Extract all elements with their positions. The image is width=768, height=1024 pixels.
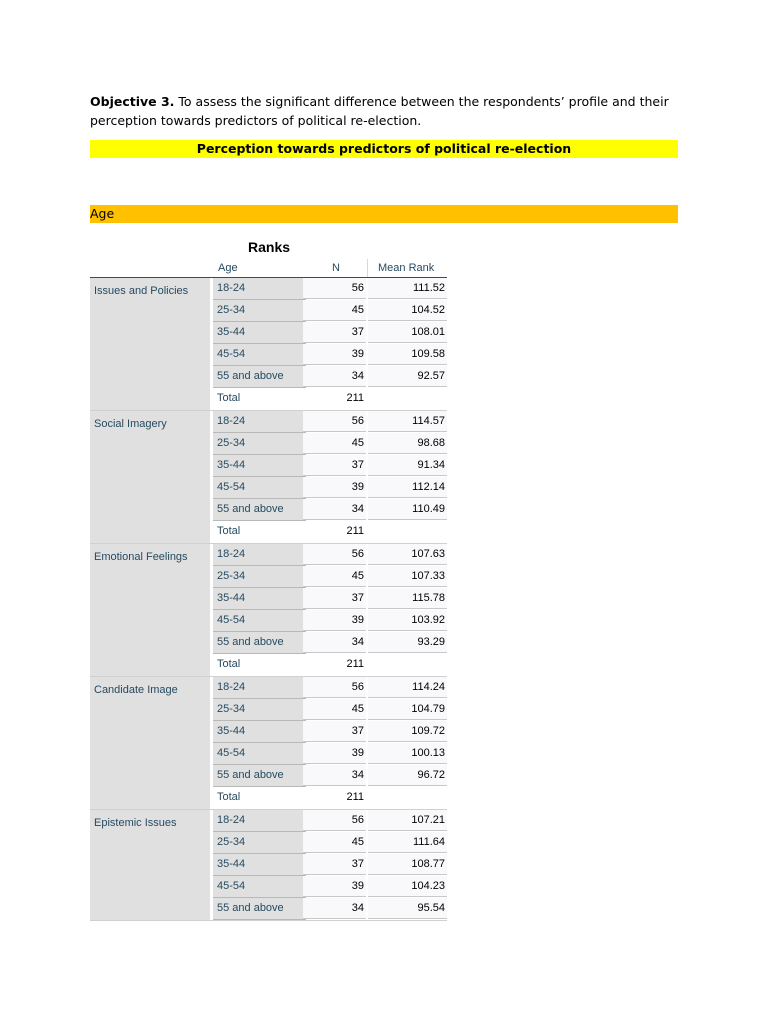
cell-mean-rank: 112.14 <box>368 477 447 498</box>
table-group <box>90 810 447 920</box>
cell-n: 211 <box>303 521 366 542</box>
cell-mean-rank <box>368 388 447 409</box>
cell-mean-rank: 108.77 <box>368 854 447 875</box>
table-row <box>213 433 447 455</box>
table-header-row <box>90 259 447 278</box>
cell-mean-rank: 107.63 <box>368 544 447 565</box>
cell-mean-rank: 109.58 <box>368 344 447 365</box>
cell-age: 18-24 <box>213 544 306 566</box>
table-group <box>90 278 447 410</box>
header-mean-rank: Mean Rank <box>378 262 435 274</box>
cell-age: Total <box>213 787 306 809</box>
cell-age: Total <box>213 388 306 410</box>
cell-n: 34 <box>303 898 366 919</box>
table-row <box>213 699 447 721</box>
cell-n: 56 <box>303 810 366 831</box>
cell-mean-rank: 93.29 <box>368 632 447 653</box>
cell-mean-rank: 92.57 <box>368 366 447 387</box>
table-row <box>213 854 447 876</box>
cell-age: 55 and above <box>213 366 306 388</box>
cell-n: 37 <box>303 854 366 875</box>
cell-n: 56 <box>303 677 366 698</box>
table-row <box>213 743 447 765</box>
table-row <box>213 765 447 787</box>
cell-n: 45 <box>303 699 366 720</box>
table-row <box>213 876 447 898</box>
cell-mean-rank: 107.21 <box>368 810 447 831</box>
section-title-banner: Perception towards predictors of political re-election <box>90 140 678 158</box>
table-row <box>213 610 447 632</box>
cell-age: Total <box>213 654 306 676</box>
table-row <box>213 477 447 499</box>
cell-age: Total <box>213 521 306 543</box>
table-row <box>213 677 447 699</box>
table-row <box>213 278 447 300</box>
table-row <box>213 787 447 809</box>
cell-n: 39 <box>303 610 366 631</box>
objective-paragraph <box>90 92 680 130</box>
cell-mean-rank: 98.68 <box>368 433 447 454</box>
cell-age: 45-54 <box>213 344 306 366</box>
cell-age: 25-34 <box>213 300 306 322</box>
cell-n: 56 <box>303 278 366 299</box>
cell-age: 45-54 <box>213 743 306 765</box>
cell-n: 34 <box>303 366 366 387</box>
cell-mean-rank <box>368 521 447 542</box>
cell-mean-rank: 114.57 <box>368 411 447 432</box>
table-row <box>213 654 447 676</box>
table-row <box>213 810 447 832</box>
cell-age: 55 and above <box>213 765 306 787</box>
cell-age: 55 and above <box>213 632 306 654</box>
cell-age: 35-44 <box>213 588 306 610</box>
cell-age: 25-34 <box>213 699 306 721</box>
cell-n: 37 <box>303 455 366 476</box>
cell-mean-rank: 108.01 <box>368 322 447 343</box>
cell-age: 55 and above <box>213 499 306 521</box>
cell-mean-rank <box>368 654 447 675</box>
cell-age: 18-24 <box>213 810 306 832</box>
table-row <box>213 411 447 433</box>
ranks-table <box>90 259 447 921</box>
cell-age: 45-54 <box>213 477 306 499</box>
cell-age: 45-54 <box>213 876 306 898</box>
group-label: Emotional Feelings <box>90 544 210 676</box>
cell-n: 45 <box>303 566 366 587</box>
cell-age: 18-24 <box>213 278 306 300</box>
header-age: Age <box>218 262 238 274</box>
group-label: Candidate Image <box>90 677 210 809</box>
table-row <box>213 344 447 366</box>
objective-label: Objective 3. <box>90 94 175 109</box>
cell-age: 25-34 <box>213 433 306 455</box>
table-group <box>90 544 447 676</box>
header-n: N <box>332 262 340 274</box>
cell-mean-rank: 115.78 <box>368 588 447 609</box>
cell-n: 37 <box>303 322 366 343</box>
table-row <box>213 455 447 477</box>
cell-n: 34 <box>303 632 366 653</box>
group-divider <box>90 920 447 921</box>
table-row <box>213 544 447 566</box>
cell-n: 45 <box>303 832 366 853</box>
cell-mean-rank <box>368 787 447 808</box>
cell-mean-rank: 91.34 <box>368 455 447 476</box>
table-row <box>213 366 447 388</box>
cell-mean-rank: 104.23 <box>368 876 447 897</box>
table-group <box>90 411 447 543</box>
cell-n: 56 <box>303 544 366 565</box>
cell-age: 18-24 <box>213 411 306 433</box>
table-row <box>213 388 447 410</box>
cell-mean-rank: 103.92 <box>368 610 447 631</box>
cell-n: 39 <box>303 876 366 897</box>
cell-mean-rank: 104.52 <box>368 300 447 321</box>
cell-n: 37 <box>303 721 366 742</box>
cell-n: 45 <box>303 300 366 321</box>
table-row <box>213 898 447 920</box>
cell-mean-rank: 111.64 <box>368 832 447 853</box>
table-row <box>213 832 447 854</box>
cell-mean-rank: 95.54 <box>368 898 447 919</box>
cell-age: 55 and above <box>213 898 306 920</box>
cell-age: 35-44 <box>213 322 306 344</box>
cell-n: 45 <box>303 433 366 454</box>
objective-text: To assess the significant difference between the respondents’ profile and their perception towards predictors of political re-election. <box>90 94 669 128</box>
cell-age: 35-44 <box>213 721 306 743</box>
cell-mean-rank: 107.33 <box>368 566 447 587</box>
group-label: Issues and Policies <box>90 278 210 410</box>
cell-n: 39 <box>303 477 366 498</box>
group-label: Social Imagery <box>90 411 210 543</box>
cell-age: 35-44 <box>213 854 306 876</box>
cell-mean-rank: 96.72 <box>368 765 447 786</box>
cell-n: 211 <box>303 654 366 675</box>
cell-mean-rank: 111.52 <box>368 278 447 299</box>
header-divider <box>367 259 368 277</box>
cell-n: 39 <box>303 743 366 764</box>
table-row <box>213 521 447 543</box>
table-row <box>213 721 447 743</box>
table-row <box>213 588 447 610</box>
table-title: Ranks <box>248 239 291 255</box>
table-group <box>90 677 447 809</box>
cell-age: 25-34 <box>213 832 306 854</box>
cell-n: 37 <box>303 588 366 609</box>
cell-age: 18-24 <box>213 677 306 699</box>
cell-n: 56 <box>303 411 366 432</box>
table-row <box>213 499 447 521</box>
cell-n: 211 <box>303 787 366 808</box>
group-label: Epistemic Issues <box>90 810 210 920</box>
cell-age: 25-34 <box>213 566 306 588</box>
cell-mean-rank: 104.79 <box>368 699 447 720</box>
table-row <box>213 322 447 344</box>
table-row <box>213 300 447 322</box>
subsection-banner-age: Age <box>90 205 678 223</box>
table-row <box>213 566 447 588</box>
cell-mean-rank: 114.24 <box>368 677 447 698</box>
cell-mean-rank: 110.49 <box>368 499 447 520</box>
table-row <box>213 632 447 654</box>
cell-mean-rank: 109.72 <box>368 721 447 742</box>
table-body <box>90 278 447 921</box>
cell-mean-rank: 100.13 <box>368 743 447 764</box>
cell-age: 45-54 <box>213 610 306 632</box>
cell-age: 35-44 <box>213 455 306 477</box>
cell-n: 39 <box>303 344 366 365</box>
cell-n: 211 <box>303 388 366 409</box>
cell-n: 34 <box>303 499 366 520</box>
cell-n: 34 <box>303 765 366 786</box>
